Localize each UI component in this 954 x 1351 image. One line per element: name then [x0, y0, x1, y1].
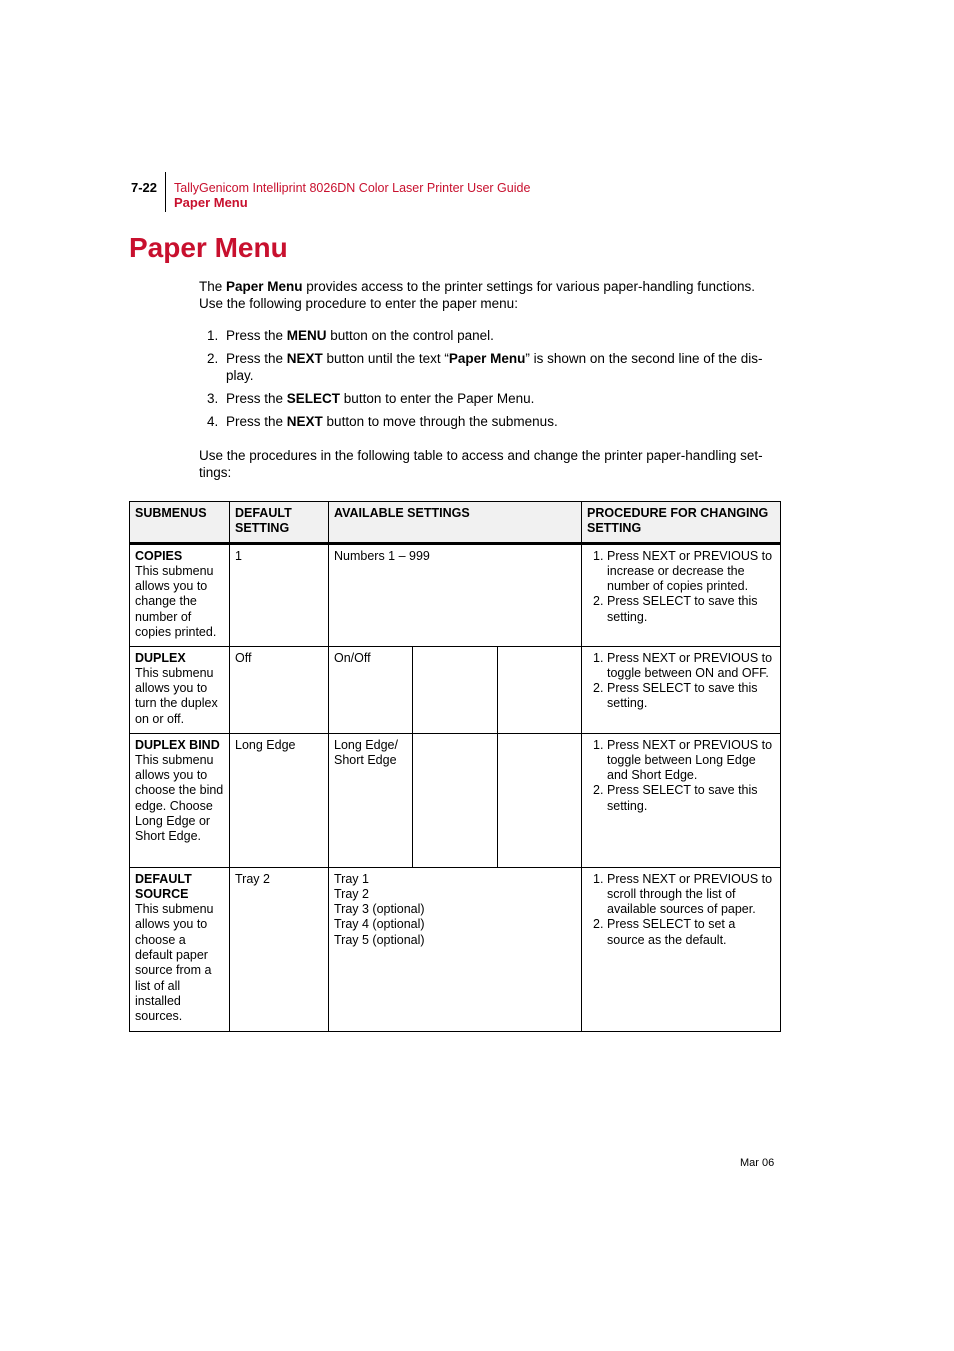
- procedure-step-text: Press NEXT or PREVIOUS to toggle between ON and OFF.: [607, 650, 773, 680]
- procedure-step-text: Press SELECT to set a source as the default.: [607, 917, 736, 947]
- procedure-step-number: 2.: [593, 783, 604, 798]
- submenu-cell: [130, 867, 230, 1031]
- table-row: [130, 543, 781, 646]
- procedure-step-text: Press SELECT to save this setting.: [607, 594, 758, 624]
- header-default-setting: DEFAULT SETTING: [230, 502, 329, 544]
- submenu-description: This submenu allows you to turn the duplex on or off.: [135, 665, 218, 726]
- procedure-cell: [582, 867, 781, 1031]
- footer-date: Mar 06: [740, 1157, 775, 1169]
- step-text: button to enter the Paper Menu.: [340, 391, 535, 406]
- table-row: [130, 733, 781, 867]
- step-text: button until the text “: [322, 351, 449, 366]
- table-header-row: [130, 502, 781, 544]
- empty-cell: [413, 646, 498, 733]
- procedure-step-number: 2.: [593, 681, 604, 696]
- procedure-step-number: 2.: [593, 594, 604, 609]
- submenu-description: This submenu allows you to choose the bind edge. Choose Long Edge or Short Edge.: [135, 752, 224, 844]
- step-text: button to move through the submenus.: [322, 414, 558, 429]
- default-setting-cell: Off: [230, 646, 329, 733]
- procedure-step-number: 1.: [593, 548, 604, 563]
- procedure-step-number: 1.: [593, 871, 604, 886]
- procedure-step: [587, 783, 775, 814]
- step-item: [199, 327, 779, 344]
- header-available-settings: AVAILABLE SETTINGS: [329, 502, 582, 544]
- step-number: 1.: [207, 328, 219, 343]
- available-option: Tray 5 (optional): [334, 932, 425, 947]
- step-text: Press the: [226, 328, 287, 343]
- page-title: Paper Menu: [129, 232, 288, 263]
- available-option: Tray 2: [334, 886, 369, 901]
- empty-cell: [498, 646, 582, 733]
- procedure-step: [587, 872, 775, 918]
- default-setting-cell: Long Edge: [230, 733, 329, 867]
- intro-bold: Paper Menu: [226, 279, 303, 294]
- available-option: Tray 4 (optional): [334, 917, 425, 932]
- procedure-step: [587, 681, 775, 712]
- procedure-step-text: Press NEXT or PREVIOUS to increase or decrease the number of copies printed.: [607, 548, 773, 594]
- step-text: Press the: [226, 391, 287, 406]
- step-keyword: SELECT: [286, 391, 341, 406]
- procedure-list: [587, 872, 775, 948]
- intro-text-2: provides access to the printer settings for various paper-handling functions. Use the following procedure to enter the paper menu:: [199, 279, 756, 311]
- table-row: [130, 646, 781, 733]
- procedure-step: [587, 651, 775, 682]
- guide-title: TallyGenicom Intelliprint 8026DN Color Laser Printer User Guide: [174, 181, 531, 195]
- running-section-title: Paper Menu: [174, 195, 248, 210]
- available-settings-cell: [329, 867, 582, 1031]
- procedure-step-text: Press NEXT or PREVIOUS to scroll through the list of available sources of paper.: [607, 871, 773, 917]
- available-option: Tray 1: [334, 871, 369, 886]
- available-settings-cell: [329, 733, 413, 867]
- procedure-step-number: 2.: [593, 917, 604, 932]
- step-number: 3.: [207, 391, 219, 406]
- submenu-name: DUPLEX BIND: [135, 737, 220, 752]
- step-keyword: Paper Menu: [448, 351, 526, 366]
- submenu-description: This submenu allows you to choose a default paper source from a list of all installed sources.: [135, 902, 214, 1024]
- empty-cell: [413, 733, 498, 867]
- step-text: button on the control panel.: [326, 328, 494, 343]
- step-keyword: NEXT: [286, 414, 323, 429]
- table-intro-paragraph: Use the procedures in the following table to access and change the printer paper-handling set-tings:: [199, 448, 763, 480]
- default-setting-cell: 1: [230, 543, 329, 646]
- available-option: Tray 3 (optional): [334, 902, 425, 917]
- intro-text-1: The: [199, 279, 227, 294]
- step-number: 2.: [207, 351, 219, 366]
- submenu-cell: [130, 646, 230, 733]
- submenu-name: DUPLEX: [135, 650, 186, 665]
- header-divider: [165, 172, 166, 212]
- procedure-list: [587, 651, 775, 712]
- table-row: [130, 867, 781, 1031]
- procedure-step-text: Press NEXT or PREVIOUS to toggle between Long Edge and Short Edge.: [607, 737, 773, 783]
- procedure-step-number: 1.: [593, 650, 604, 665]
- header-submenus: SUBMENUS: [130, 502, 230, 544]
- procedure-step: [587, 917, 775, 948]
- procedure-step-text: Press SELECT to save this setting.: [607, 681, 758, 711]
- procedure-steps: [199, 327, 779, 436]
- submenu-description: This submenu allows you to change the number of copies printed.: [135, 563, 217, 640]
- procedure-step: [587, 549, 775, 595]
- procedure-cell: [582, 543, 781, 646]
- submenu-cell: [130, 733, 230, 867]
- default-setting-cell: Tray 2: [230, 867, 329, 1031]
- available-settings-cell: On/Off: [329, 646, 413, 733]
- header-procedure: PROCEDURE FOR CHANGING SETTING: [582, 502, 781, 544]
- procedure-list: [587, 549, 775, 625]
- step-text: ” is shown on the second line of the dis-play.: [226, 351, 763, 383]
- paper-menu-table: [129, 501, 781, 1032]
- step-item: [199, 390, 779, 407]
- procedure-list: [587, 738, 775, 814]
- procedure-cell: [582, 733, 781, 867]
- intro-paragraph: [199, 278, 779, 312]
- step-item: [199, 413, 779, 430]
- available-option: Long Edge/: [334, 737, 398, 752]
- submenu-cell: [130, 543, 230, 646]
- step-text: Press the: [226, 414, 287, 429]
- procedure-step-number: 1.: [593, 737, 604, 752]
- step-number: 4.: [207, 414, 219, 429]
- procedure-step-text: Press SELECT to save this setting.: [607, 783, 758, 813]
- available-option: Short Edge: [334, 752, 397, 767]
- available-settings-cell: Numbers 1 – 999: [329, 543, 582, 646]
- step-keyword: MENU: [286, 328, 327, 343]
- page-number: 7-22: [131, 180, 158, 195]
- step-text: Press the: [226, 351, 287, 366]
- procedure-cell: [582, 646, 781, 733]
- step-item: [199, 350, 779, 384]
- step-keyword: NEXT: [286, 351, 323, 366]
- procedure-step: [587, 738, 775, 784]
- submenu-name: COPIES: [135, 548, 183, 563]
- empty-cell: [498, 733, 582, 867]
- procedure-step: [587, 594, 775, 625]
- submenu-name: DEFAULT SOURCE: [135, 871, 192, 901]
